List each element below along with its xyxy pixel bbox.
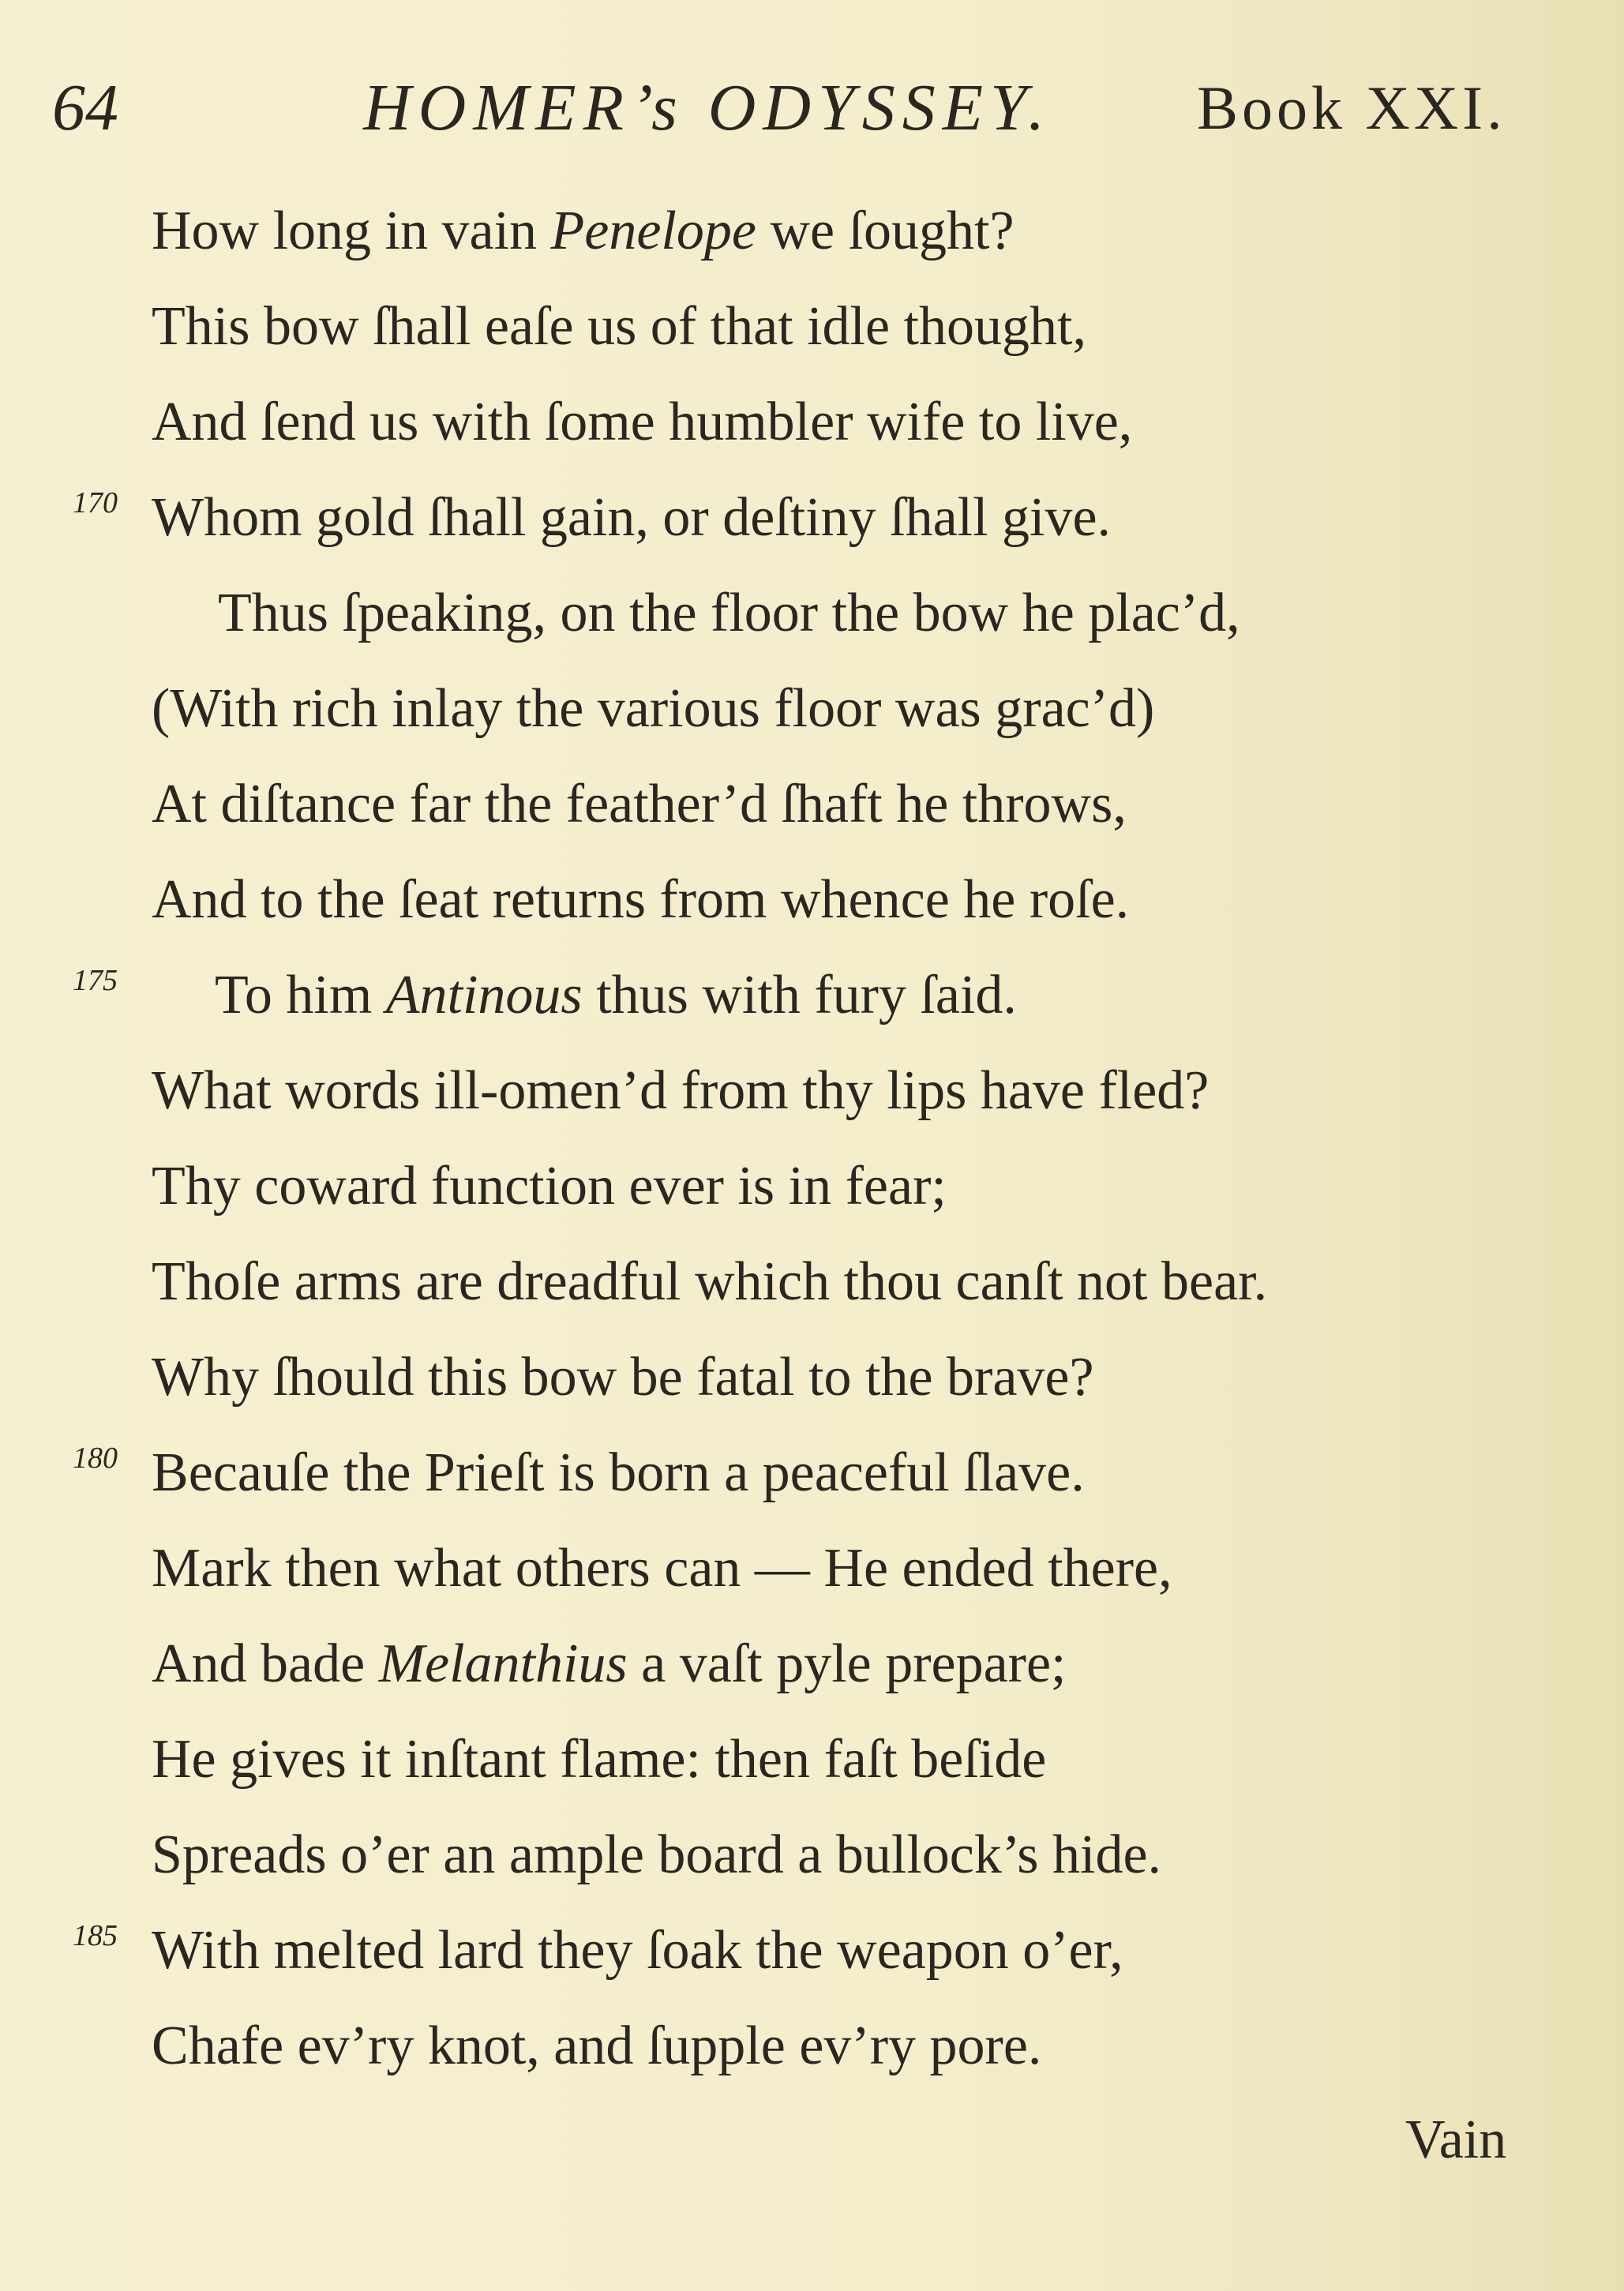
line-text (218, 565, 1240, 661)
line-text (152, 374, 1132, 470)
text-run: Chafe ev’ry knot, and ſupple ev’ry pore. (152, 2015, 1042, 2076)
line-text (152, 1903, 1123, 1998)
line-text (152, 1425, 1085, 1520)
line-text (152, 183, 1015, 279)
line-text (152, 1807, 1161, 1903)
verse-line (0, 1998, 1624, 2094)
verse-line (0, 1138, 1624, 1234)
text-run: we ſought? (756, 201, 1015, 261)
line-number: 175 (73, 964, 118, 997)
text-run: Becauſe the Prieſt is born a peaceful ſlave. (152, 1442, 1085, 1503)
text-run: Why ſhould this bow be fatal to the brave? (152, 1347, 1094, 1408)
verse-line (0, 661, 1624, 756)
line-text (152, 1998, 1041, 2094)
line-text (152, 1043, 1209, 1138)
verse-line (0, 1616, 1624, 1712)
italic-name: Melanthius (378, 1633, 628, 1694)
page-number: 64 (52, 71, 118, 144)
line-text (152, 1138, 947, 1234)
line-number: 170 (73, 486, 118, 519)
text-run: Thoſe arms are dreadful which thou canſt not bear. (152, 1251, 1268, 1312)
text-run: Whom gold ſhall gain, or deſtiny ſhall give. (152, 487, 1112, 548)
verse-line (0, 1425, 1624, 1520)
text-run: Spreads o’er an ample board a bullock’s hide. (152, 1824, 1162, 1885)
text-run: And bade (152, 1633, 379, 1694)
line-text (152, 1234, 1267, 1329)
verse-line (0, 1043, 1624, 1138)
text-run: To him (215, 965, 386, 1026)
line-number: 185 (73, 1919, 118, 1952)
text-run: With melted lard they ſoak the weapon o’er, (152, 1920, 1123, 1981)
verse-line (0, 470, 1624, 565)
verse-line (0, 374, 1624, 470)
text-run: a vaſt pyle prepare; (627, 1633, 1067, 1694)
line-text (152, 756, 1127, 852)
verse-line (0, 756, 1624, 852)
text-run: Thus ſpeaking, on the floor the bow he plac’d, (218, 583, 1240, 643)
text-run: At diſtance far the feather’d ſhaft he throws, (152, 774, 1127, 834)
italic-name: Penelope (550, 201, 756, 261)
line-text (152, 852, 1129, 947)
verse-line (0, 947, 1624, 1043)
verse-line (0, 852, 1624, 947)
text-run: This bow ſhall eaſe us of that idle thought, (152, 296, 1086, 357)
running-header (0, 65, 1624, 152)
verse-line (0, 1329, 1624, 1425)
text-run: And ſend us with ſome humbler wife to live, (152, 392, 1133, 452)
text-run: thus with fury ſaid. (582, 965, 1017, 1026)
line-text (152, 1616, 1067, 1712)
line-text (152, 279, 1086, 374)
verse-line (0, 1807, 1624, 1903)
verse-text (0, 183, 1624, 2094)
line-text (152, 661, 1154, 756)
line-text (152, 1520, 1172, 1616)
verse-line (0, 1234, 1624, 1329)
verse-line (0, 1712, 1624, 1807)
catchword: Vain (1405, 2109, 1507, 2170)
running-title: HOMER’s ODYSSEY. (363, 71, 1052, 144)
verse-line (0, 183, 1624, 279)
line-text (152, 1712, 1046, 1807)
line-text (215, 947, 1017, 1043)
verse-line (0, 1520, 1624, 1616)
line-text (152, 1329, 1094, 1425)
text-run: Mark then what others can — He ended there, (152, 1538, 1172, 1599)
text-run: And to the ſeat returns from whence he roſe. (152, 869, 1130, 930)
book-label: Book XXI. (1197, 73, 1506, 142)
verse-line (0, 1903, 1624, 1998)
text-run: (With rich inlay the various floor was grac’d) (152, 678, 1155, 739)
text-run: He gives it inſtant flame: then faſt beſide (152, 1729, 1047, 1790)
italic-name: Antinous (385, 965, 583, 1026)
text-run: What words ill-omen’d from thy lips have fled? (152, 1060, 1210, 1121)
text-run: How long in vain (152, 201, 551, 261)
verse-line (0, 565, 1624, 661)
line-number: 180 (73, 1442, 118, 1475)
text-run: Thy coward function ever is in fear; (152, 1156, 947, 1217)
verse-line (0, 279, 1624, 374)
line-text (152, 470, 1111, 565)
